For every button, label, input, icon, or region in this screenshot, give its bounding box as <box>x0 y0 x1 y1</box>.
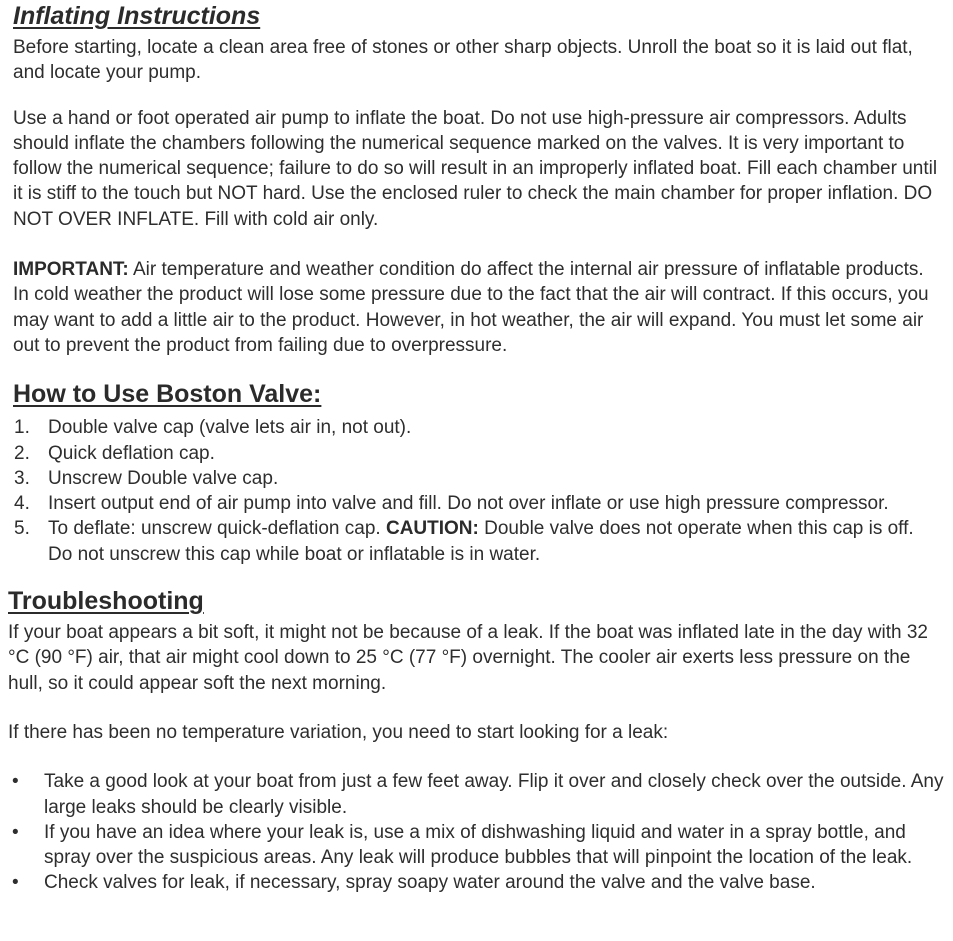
valve-step-1 <box>48 415 943 440</box>
section-boston-valve <box>0 380 953 567</box>
leak-check-item-visual-text: Take a good look at your boat from just a few feet away. Flip it over and closely check over the outside. Any large leaks should be clearly visible. <box>44 771 944 818</box>
valve-step-4 <box>48 491 943 516</box>
leak-check-item-visual <box>44 769 945 820</box>
leak-check-item-spray <box>44 820 945 871</box>
boston-valve-steps-list <box>13 415 943 567</box>
inflating-paragraph-pump-usage: Use a hand or foot operated air pump to inflate the boat. Do not use high-pressure air compressors. Adults should inflate the chambers following the numerical sequence marked on the valves. It is very important to follow the numerical sequence; failure to do so will result in an improperly inflated boat. Fill each chamber until it is stiff to the touch but NOT hard. Use the enclosed ruler to check the main chamber for proper inflation. DO NOT OVER INFLATE. Fill with cold air only. <box>13 107 938 230</box>
caution-label: CAUTION: <box>385 518 479 540</box>
valve-step-2 <box>48 441 943 466</box>
leak-check-item-spray-text: If you have an idea where your leak is, use a mix of dishwashing liquid and water in a spray bottle, and spray over the suspicious areas. Any leak will produce bubbles that will pinpoint the location of the leak. <box>44 821 913 869</box>
leak-check-list <box>8 769 945 895</box>
important-label: IMPORTANT: <box>13 259 129 281</box>
section-troubleshooting <box>0 587 953 896</box>
valve-step-1-text: Double valve cap (valve lets air in, not out). <box>48 417 412 439</box>
valve-step-3 <box>48 466 943 491</box>
leak-check-item-valves-text: Check valves for leak, if necessary, spray soapy water around the valve and the valve base. <box>44 872 816 894</box>
boston-valve-heading-row <box>13 380 943 412</box>
valve-step-5-text-post: Double valve does not operate when this cap is off. Do not unscrew this cap while boat or inflatable is in water. <box>48 518 914 565</box>
inflating-instructions-heading: Inflating Instructions <box>13 2 261 30</box>
troubleshooting-paragraph-leak-intro: If there has been no temperature variation, you need to start looking for a leak: <box>8 721 669 743</box>
important-text: Air temperature and weather condition do affect the internal air pressure of inflatable products. In cold weather the product will lose some pressure due to the fact that the air will contract. If this occurs, you may want to add a little air to the product. However, in hot weather, the air will expand. You must let some air out to prevent the product from failing due to overpressure. <box>13 259 929 356</box>
inflating-heading-row <box>13 2 943 34</box>
boston-valve-heading: How to Use Boston Valve: <box>13 380 322 409</box>
section-inflating-instructions <box>0 2 953 358</box>
inflating-paragraph-preparation: Before starting, locate a clean area free of stones or other sharp objects. Unroll the boat so it is laid out flat, and locate your pump. <box>13 37 913 84</box>
troubleshooting-paragraph-temperature: If your boat appears a bit soft, it might not be because of a leak. If the boat was inflated late in the day with 32 °C (90 °F) air, that air might cool down to 25 °C (77 °F) overnight. The cooler air exerts less pressure on the hull, so it could appear soft the next morning. <box>8 622 928 694</box>
valve-step-2-text: Quick deflation cap. <box>48 442 215 464</box>
leak-check-item-valves <box>44 870 945 895</box>
valve-step-4-text: Insert output end of air pump into valve and fill. Do not over inflate or use high pressure compressor. <box>48 493 889 515</box>
troubleshooting-heading: Troubleshooting <box>8 587 204 616</box>
valve-step-5-text-pre: To deflate: unscrew quick-deflation cap. <box>48 518 381 540</box>
valve-step-3-text: Unscrew Double valve cap. <box>48 467 279 489</box>
valve-step-5 <box>48 516 943 567</box>
inflating-paragraph-important <box>13 257 943 358</box>
troubleshooting-heading-row <box>8 587 945 619</box>
